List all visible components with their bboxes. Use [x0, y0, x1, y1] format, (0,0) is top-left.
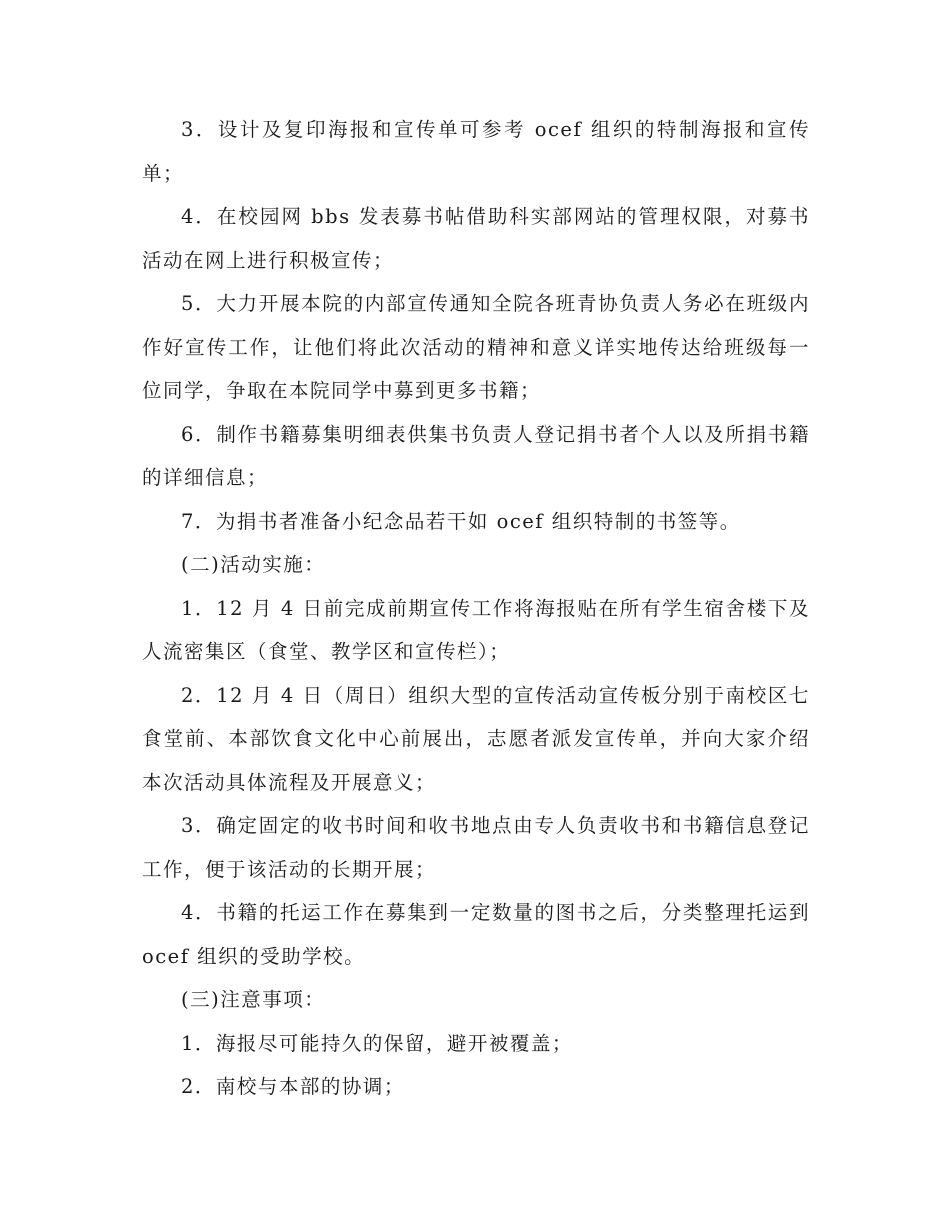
paragraph-promotion-event: 2．12 月 4 日（周日）组织大型的宣传活动宣传板分别于南校区七食堂前、本部饮食文化中心前展出，志愿者派发宣传单，并向大家介绍本次活动具体流程及开展意义；	[142, 683, 810, 794]
paragraph-early-promotion: 1．12 月 4 日前完成前期宣传工作将海报贴在所有学生宿舍楼下及人流密集区（食堂、教学区和宣传栏）；	[142, 596, 810, 663]
paragraph-internal-promotion: 5．大力开展本院的内部宣传通知全院各班青协负责人务必在班级内作好宣传工作，让他们将此次活动的精神和意义详实地传达给班级每一位同学，争取在本院同学中募到更多书籍；	[142, 292, 810, 402]
paragraph-souvenirs: 7．为捐书者准备小纪念品若干如 ocef 组织特制的书签等。	[181, 509, 741, 533]
document-body	[142, 108, 810, 1109]
paragraph-collection-schedule: 3．确定固定的收书时间和收书地点由专人负责收书和书籍信息登记工作，便于该活动的长期开展；	[142, 814, 810, 881]
paragraph-bbs-promotion: 4．在校园网 bbs 发表募书帖借助科实部网站的管理权限，对募书活动在网上进行积极宣传；	[142, 205, 810, 272]
section-heading-notes: (三)注意事项：	[181, 988, 326, 1011]
paragraph-note-posters: 1．海报尽可能持久的保留，避开被覆盖；	[181, 1031, 573, 1055]
paragraph-design-posters: 3．设计及复印海报和宣传单可参考 ocef 组织的特制海报和宣传单；	[142, 118, 810, 185]
paragraph-donation-register: 6．制作书籍募集明细表供集书负责人登记捐书者个人以及所捐书籍的详细信息；	[142, 422, 810, 489]
section-heading-implementation: (二)活动实施：	[181, 553, 326, 576]
paragraph-shipping: 4．书籍的托运工作在募集到一定数量的图书之后，分类整理托运到 ocef 组织的受助学校。	[142, 901, 810, 968]
paragraph-note-coordination: 2．南校与本部的协调；	[181, 1075, 405, 1098]
